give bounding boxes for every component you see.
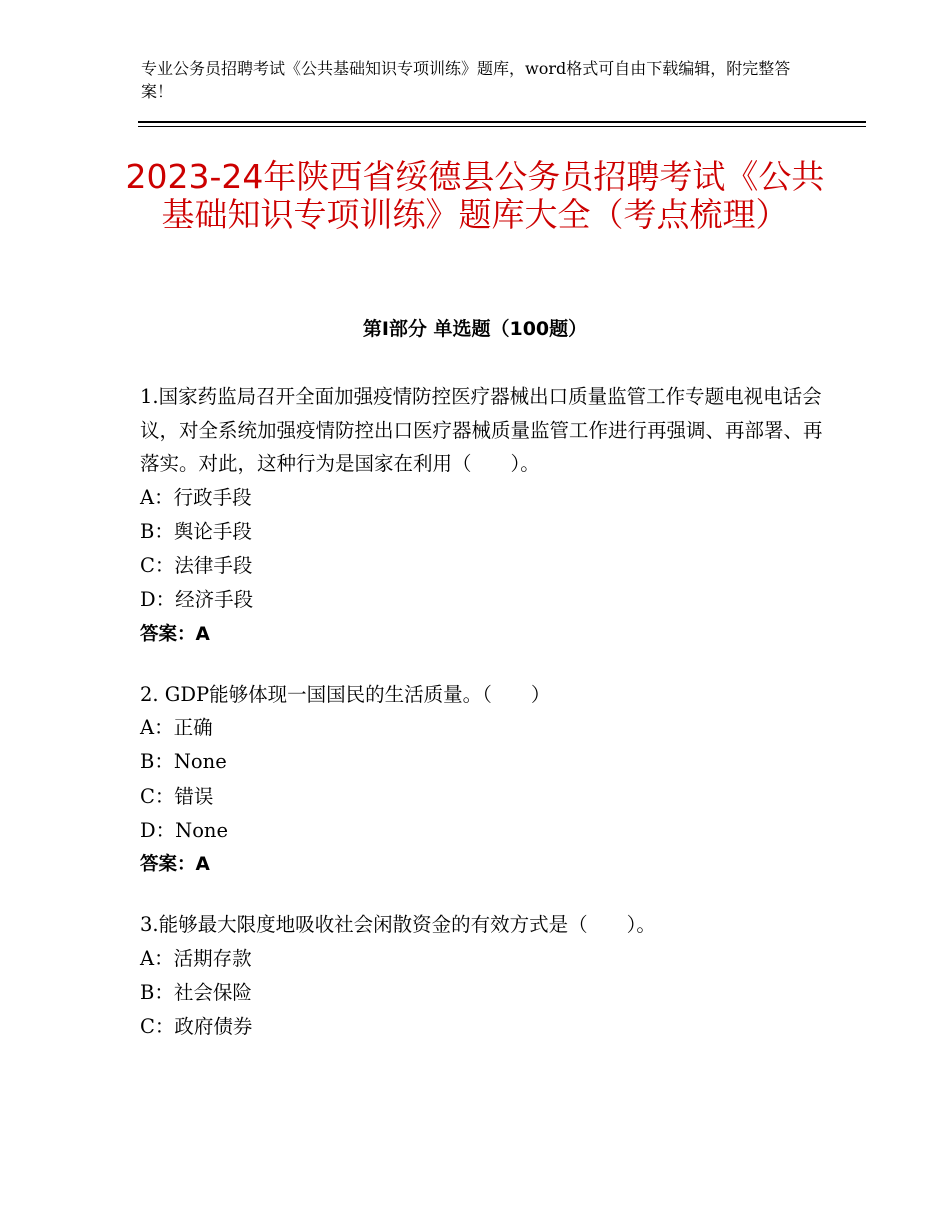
option-b: B：社会保险 [140,981,252,1005]
document-title: 2023-24年陕西省绥德县公务员招聘考试《公共基础知识专项训练》题库大全（考点梳理） [125,157,825,234]
answer-line: 答案：A [140,854,210,876]
option-b: B：舆论手段 [140,519,252,543]
header-rule-thin [138,126,866,127]
question-2 [140,678,830,883]
question-stem: 1.国家药监局召开全面加强疫情防控医疗器械出口质量监管工作专题电视电话会议，对全系统加强疫情防控出口医疗器械质量监管工作进行再强调、再部署、再落实。对此，这种行为是国家在利用（ ）。 [140,385,823,475]
header-rule-thick [138,121,866,123]
question-3 [140,908,830,1044]
question-list [140,380,830,1071]
option-c: C：错误 [140,784,214,808]
section-title: 第Ⅰ部分 单选题（100题） [362,318,588,340]
option-c: C：政府债券 [140,1015,253,1039]
option-c: C：法律手段 [140,554,253,578]
option-b: B：None [140,750,227,774]
question-stem: 3.能够最大限度地吸收社会闲散资金的有效方式是（ ）。 [140,913,656,937]
option-d: D：经济手段 [140,588,254,612]
header-note: 专业公务员招聘考试《公共基础知识专项训练》题库，word格式可自由下载编辑，附完整答案！ [141,59,791,101]
option-a: A：行政手段 [140,485,252,509]
answer-line: 答案：A [140,623,210,645]
option-a: A：正确 [140,716,213,740]
question-stem: 2. GDP能够体现一国国民的生活质量。（ ） [140,682,551,706]
option-a: A：活期存款 [140,946,252,970]
question-1 [140,380,830,652]
option-d: D：None [140,819,229,843]
